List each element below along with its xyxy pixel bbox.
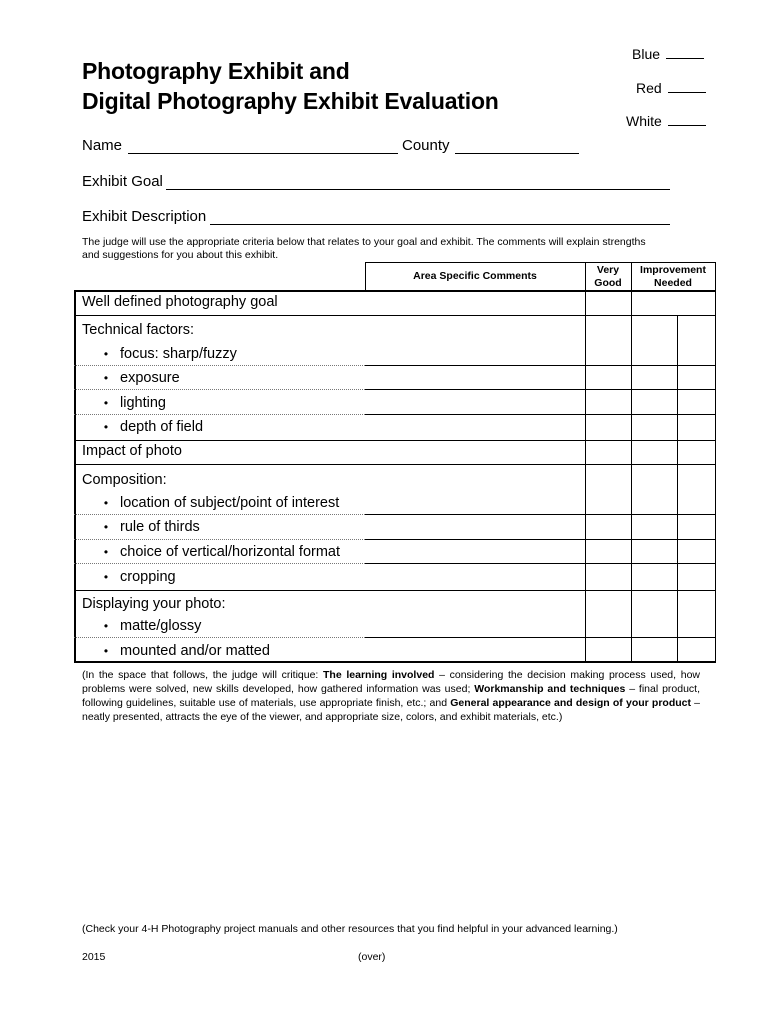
intro-line-1: The judge will use the appropriate criteria below that relates to your goal and exhibit. The comments will explain strengths (82, 236, 646, 248)
header-improvement-line-2: Needed (654, 277, 692, 289)
title-line-1: Photography Exhibit and (82, 58, 350, 84)
table-col-divider-1 (585, 262, 586, 662)
bullet-icon: • (103, 371, 109, 385)
header-very-good-line-1: Very (596, 264, 620, 276)
bullet-icon: • (103, 644, 109, 658)
table-row-dotted-line (74, 563, 365, 564)
critique-text-4: – neatly presented, attracts the eye of the viewer, and appropriate size, colors, and exhibit materials, etc.) (82, 697, 700, 723)
critique-bold-learning: The learning involved (323, 669, 435, 681)
critique-paragraph (82, 668, 700, 724)
critique-writing-area[interactable] (82, 742, 700, 914)
table-row-line (365, 365, 716, 366)
table-row-line (365, 414, 716, 415)
award-blue (632, 46, 704, 62)
table-right-edge (715, 262, 716, 662)
description-field[interactable] (210, 224, 670, 225)
goal-field[interactable] (166, 189, 670, 190)
award-blue-blank[interactable] (666, 47, 704, 59)
table-row-dotted-line (74, 389, 365, 390)
name-label: Name (82, 137, 123, 154)
award-red-label: Red (636, 80, 662, 96)
row-displaying-your-photo: Displaying your photo: (82, 596, 226, 612)
table-row-line (74, 290, 716, 292)
award-white-label: White (626, 113, 662, 129)
table-row-line (74, 590, 716, 591)
list-item-label: mounted and/or matted (120, 643, 270, 659)
critique-bold-appearance: General appearance and design of your product (450, 697, 691, 709)
list-item (92, 419, 203, 435)
award-white (626, 113, 706, 129)
bullet-icon: • (103, 396, 109, 410)
list-item (92, 370, 180, 386)
table-col-divider-3 (677, 315, 678, 662)
critique-text-2: – considering the decision making process used, how problems were solved, new skills developed, how gathered information was used; (82, 669, 700, 695)
bullet-icon: • (103, 520, 109, 534)
award-red (636, 80, 706, 96)
bullet-icon: • (103, 347, 109, 361)
table-row-line (74, 464, 716, 465)
list-item-label: exposure (120, 370, 180, 386)
award-blue-label: Blue (632, 46, 661, 62)
list-item-label: depth of field (120, 419, 204, 435)
table-row-line (74, 315, 716, 316)
critique-text-1: (In the space that follows, the judge will critique: (82, 669, 324, 681)
list-item-label: choice of vertical/horizontal format (120, 544, 341, 560)
award-red-blank[interactable] (668, 81, 706, 93)
county-label: County (402, 137, 450, 154)
bullet-icon: • (103, 496, 109, 510)
list-item-label: matte/glossy (120, 618, 202, 634)
title-line-2: Digital Photography Exhibit Evaluation (82, 88, 499, 114)
table-row-line (365, 514, 716, 515)
table-row-dotted-line (74, 514, 365, 515)
list-item (92, 346, 237, 362)
description-label: Exhibit Description (82, 208, 207, 225)
goal-label: Exhibit Goal (82, 173, 163, 190)
resources-note: (Check your 4-H Photography project manuals and other resources that you find helpful in your advanced learning.) (82, 923, 618, 935)
table-row-dotted-line (74, 365, 365, 366)
list-item-label: rule of thirds (120, 519, 200, 535)
list-item (92, 569, 176, 585)
row-technical-factors: Technical factors: (82, 322, 195, 338)
header-very-good-line-2: Good (594, 277, 622, 289)
critique-bold-workmanship: Workmanship and techniques (474, 683, 626, 695)
list-item-label: focus: sharp/fuzzy (120, 346, 237, 362)
header-area-specific-comments: Area Specific Comments (413, 270, 537, 282)
name-field[interactable] (128, 153, 398, 154)
table-row-line (365, 563, 716, 564)
bullet-icon: • (103, 545, 109, 559)
table-col-divider-2 (631, 262, 632, 662)
table-bottom-line (74, 661, 716, 663)
row-impact-of-photo: Impact of photo (82, 443, 182, 459)
list-item (92, 519, 200, 535)
bullet-icon: • (103, 420, 109, 434)
list-item (92, 618, 201, 634)
over-label: (over) (358, 951, 386, 963)
table-row-line (365, 637, 716, 638)
row-goal: Well defined photography goal (82, 294, 278, 310)
table-row-line (365, 539, 716, 540)
header-improvement-line-1: Improvement (640, 264, 706, 276)
intro-line-2: and suggestions for you about this exhibit. (82, 249, 279, 261)
list-item (92, 544, 340, 560)
row-composition: Composition: (82, 472, 167, 488)
list-item-label: lighting (120, 395, 166, 411)
award-white-blank[interactable] (668, 114, 706, 126)
list-item (92, 395, 166, 411)
table-row-dotted-line (74, 414, 365, 415)
table-row-dotted-line (74, 637, 365, 638)
year-label: 2015 (82, 951, 106, 963)
table-row-line (365, 389, 716, 390)
table-row-dotted-line (74, 539, 365, 540)
table-header-top (365, 262, 716, 263)
bullet-icon: • (103, 570, 109, 584)
list-item-label: cropping (120, 569, 176, 585)
bullet-icon: • (103, 619, 109, 633)
list-item-label: location of subject/point of interest (120, 495, 340, 511)
critique-text-3: – final product, following guidelines, suitable use of materials, use appropriate finish, etc.; and (82, 683, 701, 709)
table-left-edge (74, 290, 76, 662)
table-row-line (74, 440, 716, 441)
county-field[interactable] (455, 153, 579, 154)
list-item (92, 643, 270, 659)
list-item (92, 495, 339, 511)
